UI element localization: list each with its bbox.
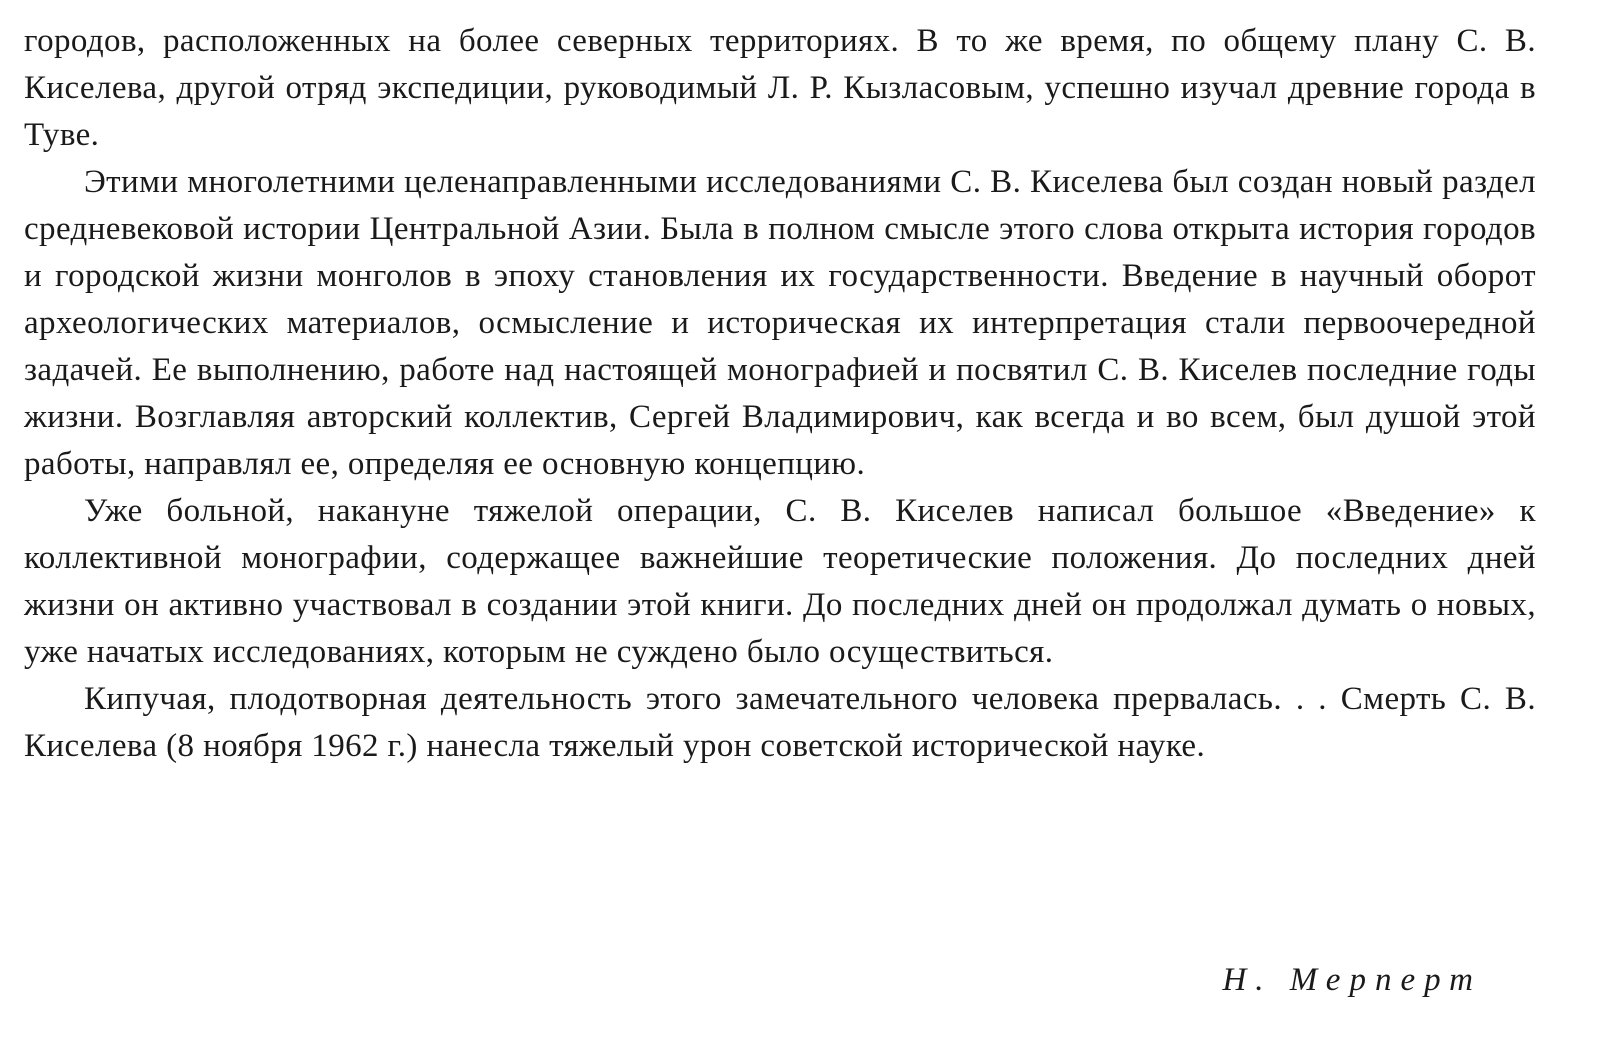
paragraph-1: городов, расположенных на более северных территориях. В то же время, по общему плану С. В. Киселева, другой отряд экспедиции, руководимый Л. Р. Кызласовым, успешно изучал древние города в Туве. (24, 23, 1536, 153)
paragraph-4: Кипучая, плодотворная деятельность этого замечательного человека прервалась. . . Смерть С. В. Киселева (8 ноября 1962 г.) нанесла тяжелый урон советской исторической науке. (24, 681, 1536, 764)
document-body (24, 18, 1536, 770)
paragraph-2: Этими многолетними целенаправленными исследованиями С. В. Киселева был создан новый раздел средневековой истории Центральной Азии. Была в полном смысле этого слова открыта история городов и городской жизни монголов в эпоху становления их государственности. Введение в научный оборот археологических материалов, осмысление и историческая их интерпретация стали первоочередной задачей. Ее выполнению, работе над настоящей монографией и посвятил С. В. Киселев последние годы жизни. Возглавляя авторский коллектив, Сергей Владимирович, как всегда и во всем, был душой этой работы, направлял ее, определяя ее основную концепцию. (24, 164, 1536, 482)
paragraph-3: Уже больной, накануне тяжелой операции, С. В. Киселев написал большое «Введение» к коллективной монографии, содержащее важнейшие теоретические положения. До последних дней жизни он активно участвовал в создании этой книги. До последних дней он продолжал думать о новых, уже начатых исследованиях, которым не суждено было осуществиться. (24, 493, 1536, 670)
author-signature: Н. Мерперт (1222, 962, 1482, 998)
